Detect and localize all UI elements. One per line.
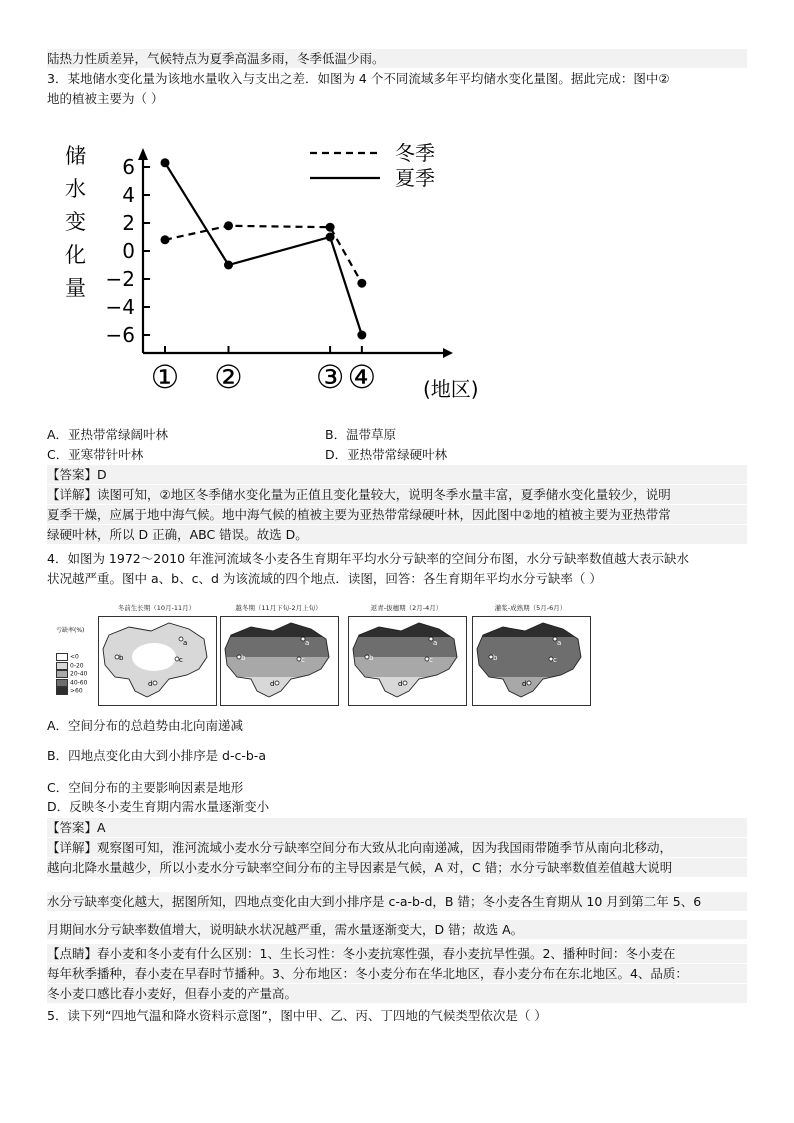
- site-label: a: [305, 639, 310, 647]
- legend-label: 20-40: [70, 670, 88, 678]
- site-label: d: [522, 680, 527, 688]
- legend-swatch: [56, 670, 68, 678]
- explanation-line: 夏季干燥，应属于地中海气候。地中海气候的植被主要为亚热带常绿硬叶林，因此图中②地的植被主要为亚热带常: [47, 505, 747, 524]
- explanation-line: 【详解】观察图可知，淮河流域小麦水分亏缺率空间分布大致从北向南递减，因为我国雨带随季节从南向北移动，: [47, 838, 747, 857]
- option-b[interactable]: B．四地点变化由大到小排序是 d-c-b-a: [47, 748, 266, 763]
- map-svg: [99, 617, 216, 705]
- site-label: d: [398, 680, 403, 688]
- explanation-line: 水分亏缺率变化越大，据图所知，四地点变化由大到小排序是 c-a-b-d，B 错；冬小麦各生育期从 10 月到第二年 5、6: [47, 892, 747, 911]
- option-d[interactable]: D．亚热带常绿硬叶林: [325, 447, 448, 462]
- site-label: b: [369, 654, 374, 662]
- data-point: [357, 279, 366, 288]
- deficit-zone: [349, 677, 466, 705]
- data-point: [326, 233, 335, 242]
- site-label: a: [433, 639, 438, 647]
- site-label: b: [493, 654, 498, 662]
- legend-item: [56, 662, 84, 670]
- deficit-zone: [99, 677, 216, 705]
- series-line-夏季: [165, 163, 362, 335]
- y-tick-label: −2: [105, 267, 135, 291]
- option-b[interactable]: B．温带草原: [325, 427, 397, 442]
- y-axis-label-char: 变: [65, 210, 86, 234]
- site-marker: [153, 681, 157, 685]
- deficit-zone: [221, 677, 338, 705]
- x-tick-label: ③: [315, 358, 345, 396]
- text-line: 陆热力性质差异，气候特点为夏季高温多雨，冬季低温少雨。: [47, 49, 747, 68]
- x-axis-arrow: [443, 348, 453, 358]
- deficit-zone: [349, 637, 466, 657]
- deficit-zone: [473, 617, 590, 637]
- chart-series: [161, 158, 367, 339]
- legend-item: [56, 687, 83, 695]
- legend-label: 夏季: [395, 166, 435, 190]
- map-panel-title: 冬前生长期（10月-11月）: [117, 604, 196, 612]
- y-axis-label-char: 化: [65, 243, 86, 267]
- deficit-zone: [99, 617, 216, 637]
- y-axis-arrow: [138, 148, 148, 160]
- option-a[interactable]: A．空间分布的总趋势由北向南递减: [47, 718, 244, 733]
- deficit-zone: [349, 617, 466, 637]
- deficit-zone: [473, 657, 590, 677]
- y-axis-label-char: 量: [65, 276, 86, 300]
- data-point: [326, 223, 335, 232]
- storage-change-chart: [55, 128, 515, 418]
- data-point: [161, 158, 170, 167]
- y-axis-label-char: 储: [65, 144, 86, 168]
- explanation-line: 月期间水分亏缺率数值增大，说明缺水状况越严重，需水量逐渐变大，D 错；故选 A。: [47, 920, 747, 939]
- site-label: c: [179, 656, 183, 664]
- question-3-stem: 3．某地储水变化量为该地水量收入与支出之差．如图为 4 个不同流域多年平均储水变化量图。据此完成：图中②: [47, 71, 670, 86]
- answer-label: 【答案】A: [47, 818, 747, 837]
- y-tick-label: 6: [122, 155, 135, 179]
- site-label: c: [429, 656, 433, 664]
- site-marker: [275, 681, 279, 685]
- legend-label: >60: [70, 687, 83, 695]
- map-svg: [221, 617, 338, 705]
- legend-label: 0-20: [70, 662, 84, 669]
- map-panel-title: 返青-拔穗期（2月-4月）: [370, 604, 443, 612]
- question-4-stem: 4．如图为 1972～2010 年淮河流域冬小麦各生育期年平均水分亏缺率的空间分布图，水分亏缺率数值越大表示缺水: [47, 551, 690, 566]
- option-c[interactable]: C．亚寒带针叶林: [47, 447, 144, 462]
- deficit-zone: [221, 617, 338, 637]
- map-panel-title: 越冬期（11月下旬-2月上旬）: [235, 604, 322, 612]
- map-panel-title: 灌浆-成熟期（5月-6月）: [494, 604, 567, 612]
- y-tick-label: −6: [105, 323, 135, 347]
- deficit-zone: [473, 677, 590, 705]
- y-tick-labels: [106, 155, 135, 347]
- tip-line: 【点睛】春小麦和冬小麦有什么区别：1、生长习性：冬小麦抗寒性强，春小麦抗旱性强。2、播种时间：冬小麦在: [47, 944, 747, 963]
- legend-label: 40-60: [70, 679, 88, 686]
- legend-label: 冬季: [395, 141, 435, 165]
- site-label: a: [183, 639, 188, 647]
- site-label: c: [553, 656, 557, 664]
- map-panel: [348, 616, 467, 706]
- map-panel: [472, 616, 591, 706]
- tip-line: 冬小麦口感比春小麦好，但春小麦的产量高。: [47, 984, 747, 1003]
- legend-swatch: [56, 662, 68, 670]
- deficit-zone: [132, 643, 176, 671]
- x-axis-label: (地区): [423, 377, 479, 401]
- site-label: c: [301, 656, 305, 664]
- site-label: a: [557, 639, 562, 647]
- deficit-zone: [349, 657, 466, 677]
- y-axis-label-char: 水: [65, 177, 86, 201]
- deficit-zone: [221, 637, 338, 657]
- y-tick-label: 0: [122, 239, 135, 263]
- site-label: d: [270, 680, 275, 688]
- chart-legend: [310, 141, 435, 190]
- data-point: [224, 261, 233, 270]
- explanation-line: 绿硬叶林，所以 D 正确，ABC 错误。故选 D。: [47, 525, 747, 544]
- question-5-stem: 5．读下列“四地气温和降水资料示意图”，图中甲、乙、丙、丁四地的气候类型依次是（ ）: [47, 1008, 547, 1023]
- site-marker: [527, 681, 531, 685]
- data-point: [161, 235, 170, 244]
- option-d[interactable]: D．反映冬小麦生育期内需水量逐渐变小: [47, 799, 270, 814]
- deficit-zone: [473, 637, 590, 657]
- legend-item: [56, 679, 87, 687]
- y-tick-label: −4: [105, 295, 135, 319]
- question-3-stem-cont: 地的植被主要为（ ）: [47, 91, 164, 106]
- legend-item: [56, 670, 87, 678]
- legend-item: [56, 653, 79, 661]
- y-axis-label: [65, 144, 86, 300]
- y-tick-label: 4: [122, 183, 135, 207]
- explanation-line: 越向北降水量越少，所以小麦水分亏缺率空间分布的主导因素是气候，A 对，C 错；水分亏缺率数值差值越大说明: [47, 858, 747, 877]
- water-deficit-maps: [50, 603, 610, 708]
- x-tick-labels: [151, 358, 377, 396]
- map-panel: [220, 616, 339, 706]
- legend-swatch: [56, 687, 68, 695]
- data-point: [357, 331, 366, 340]
- legend-swatch: [56, 679, 68, 687]
- site-marker: [403, 681, 407, 685]
- x-tick-label: ②: [214, 358, 243, 396]
- y-tick-label: 2: [122, 211, 135, 235]
- option-a[interactable]: A．亚热带常绿阔叶林: [47, 427, 169, 442]
- option-c[interactable]: C．空间分布的主要影响因素是地形: [47, 780, 244, 795]
- legend-title: 亏缺率(%): [56, 627, 85, 634]
- legend-label: <0: [70, 653, 79, 661]
- x-tick-label: ④: [347, 358, 377, 396]
- site-label: d: [148, 680, 153, 688]
- x-tick-label: ①: [150, 358, 180, 396]
- question-4-stem-cont: 状况越严重。图中 a、b、c、d 为该流域的四个地点．读图，回答：各生育期年平均水分亏缺率（ ）: [47, 571, 602, 586]
- explanation-line: 【详解】读图可知，②地区冬季储水变化量为正值且变化量较大，说明冬季水量丰富，夏季储水变化量较少，说明: [47, 485, 747, 504]
- tip-line: 每年秋季播种，春小麦在早春时节播种。3、分布地区：冬小麦分布在华北地区，春小麦分布在东北地区。4、品质：: [47, 964, 747, 983]
- site-label: b: [119, 654, 124, 662]
- site-label: b: [241, 654, 246, 662]
- map-panel: [98, 616, 217, 706]
- data-point: [224, 221, 233, 230]
- legend-swatch: [56, 653, 68, 661]
- map-svg: [349, 617, 466, 705]
- map-svg: [473, 617, 590, 705]
- deficit-zone: [221, 657, 338, 677]
- answer-label: 【答案】D: [47, 465, 747, 484]
